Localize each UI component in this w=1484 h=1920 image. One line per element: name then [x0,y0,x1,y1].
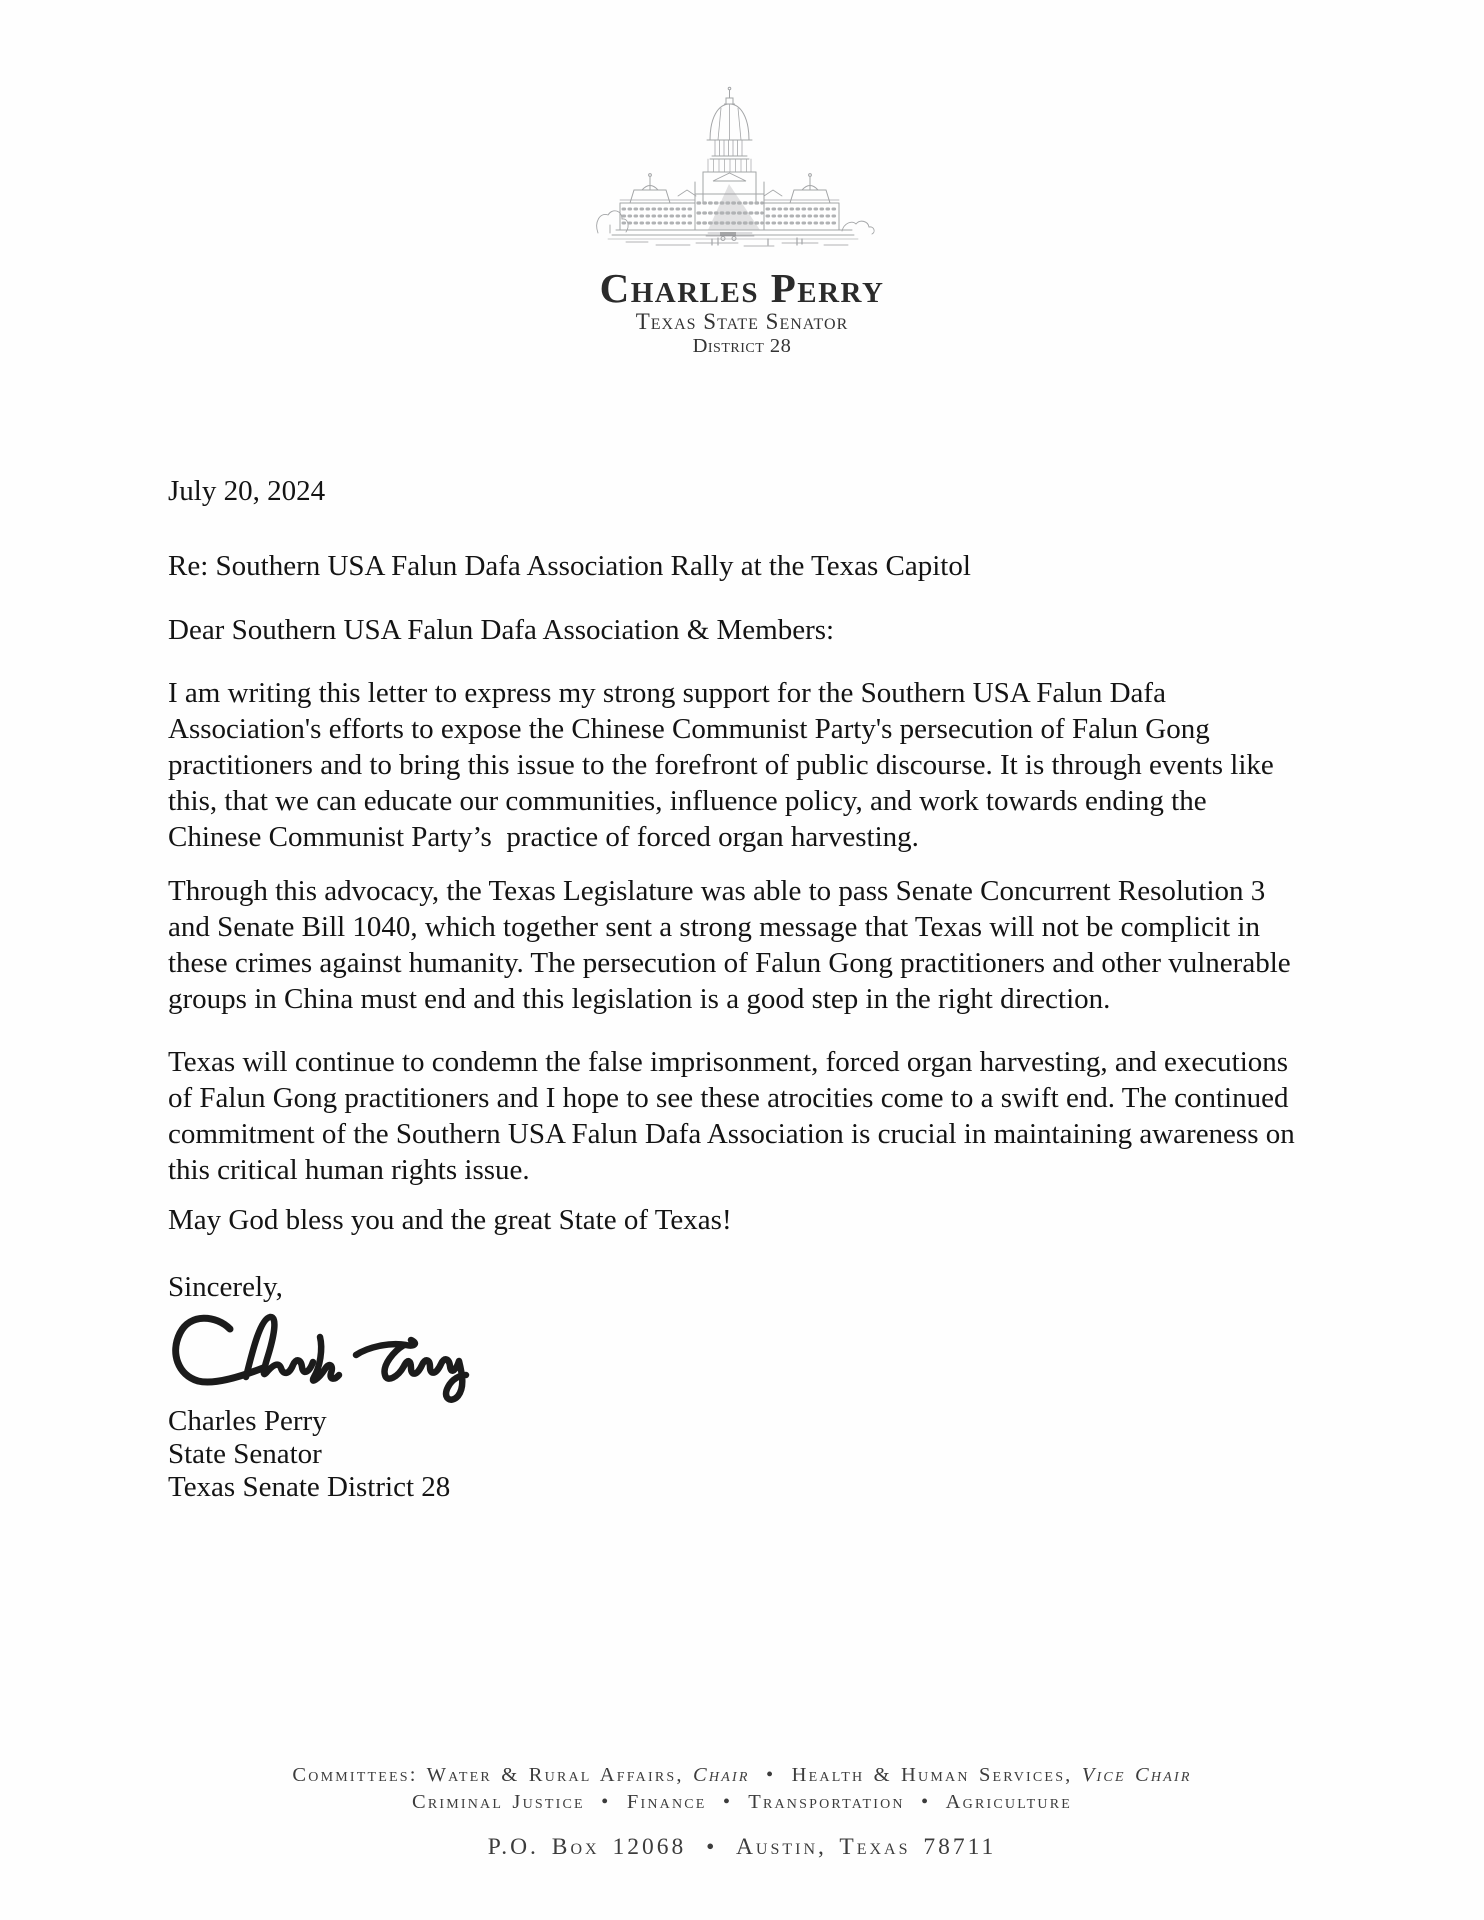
signer-block [168,1405,1328,1504]
committees-line-2 [0,1789,1484,1816]
body-line: Chinese Communist Party’s practice of forced organ harvesting. [168,821,919,853]
committee-criminal-justice: Criminal Justice [411,1791,585,1813]
letterhead-district: District 28 [692,335,792,357]
signature-image [168,1307,498,1405]
date-line: July 20, 2024 [168,475,326,507]
body-line: and Senate Bill 1040, which together sent a strong message that Texas will not be complicit in [168,911,1260,943]
committee-transportation: Transportation [748,1791,905,1813]
body-line: this, that we can educate our communities, influence policy, and work towards ending the [168,785,1207,817]
paragraph-1 [168,675,1328,855]
bullet-separator: • [722,1791,733,1813]
salutation-line: Dear Southern USA Falun Dafa Association & Members: [168,614,835,646]
signer-name: Charles Perry [168,1405,327,1437]
texas-capitol-sketch [592,82,892,254]
letterhead-title: Texas State Senator [635,309,849,334]
committees-label: Committees: [292,1764,418,1786]
paragraph-3 [168,1044,1328,1188]
blessing-line: May God bless you and the great State of Texas! [168,1204,732,1236]
footer [0,1762,1484,1862]
letter-body [168,473,1328,1504]
committee-role-vice-chair: Vice Chair [1081,1764,1192,1786]
body-line: commitment of the Southern USA Falun Dafa Association is crucial in maintaining awareness on [168,1118,1295,1150]
letterhead-name: Charles Perry [599,265,885,311]
body-line: I am writing this letter to express my strong support for the Southern USA Falun Dafa [168,677,1166,709]
valediction-line: Sincerely, [168,1271,283,1303]
body-line: Texas will continue to condemn the false imprisonment, forced organ harvesting, and executions [168,1046,1289,1078]
body-line: this critical human rights issue. [168,1154,530,1186]
body-line: Through this advocacy, the Texas Legislature was able to pass Senate Concurrent Resolution 3 [168,875,1266,907]
bullet-separator: • [921,1791,931,1813]
committees-line-1 [0,1762,1484,1789]
committee-water-rural-affairs: Water & Rural Affairs, [426,1764,684,1786]
body-line: these crimes against humanity. The persecution of Falun Gong practitioners and other vulnerable [168,947,1291,979]
bullet-separator: • [765,1764,776,1786]
city-state-zip: Austin, Texas 78711 [735,1834,997,1860]
subject-line: Re: Southern USA Falun Dafa Association Rally at the Texas Capitol [168,550,971,582]
committee-finance: Finance [626,1791,707,1813]
body-line: groups in China must end and this legislation is a good step in the right direction. [168,983,1111,1015]
body-line: Association's efforts to expose the Chinese Communist Party's persecution of Falun Gong [168,713,1210,745]
address-line [0,1832,1484,1862]
paragraph-2 [168,873,1328,1017]
bullet-separator: • [601,1791,611,1813]
signer-district: Texas Senate District 28 [168,1471,451,1503]
committee-agriculture: Agriculture [945,1791,1073,1813]
committee-health-human-services: Health & Human Services, [791,1764,1073,1786]
signer-title: State Senator [168,1438,322,1470]
body-line: of Falun Gong practitioners and I hope to see these atrocities come to a swift end. The continued [168,1082,1289,1114]
body-line: practitioners and to bring this issue to the forefront of public discourse. It is through events like [168,749,1274,781]
po-box: P.O. Box 12068 [487,1834,687,1860]
bullet-separator: • [706,1834,718,1860]
committee-role-chair: Chair [693,1764,750,1786]
